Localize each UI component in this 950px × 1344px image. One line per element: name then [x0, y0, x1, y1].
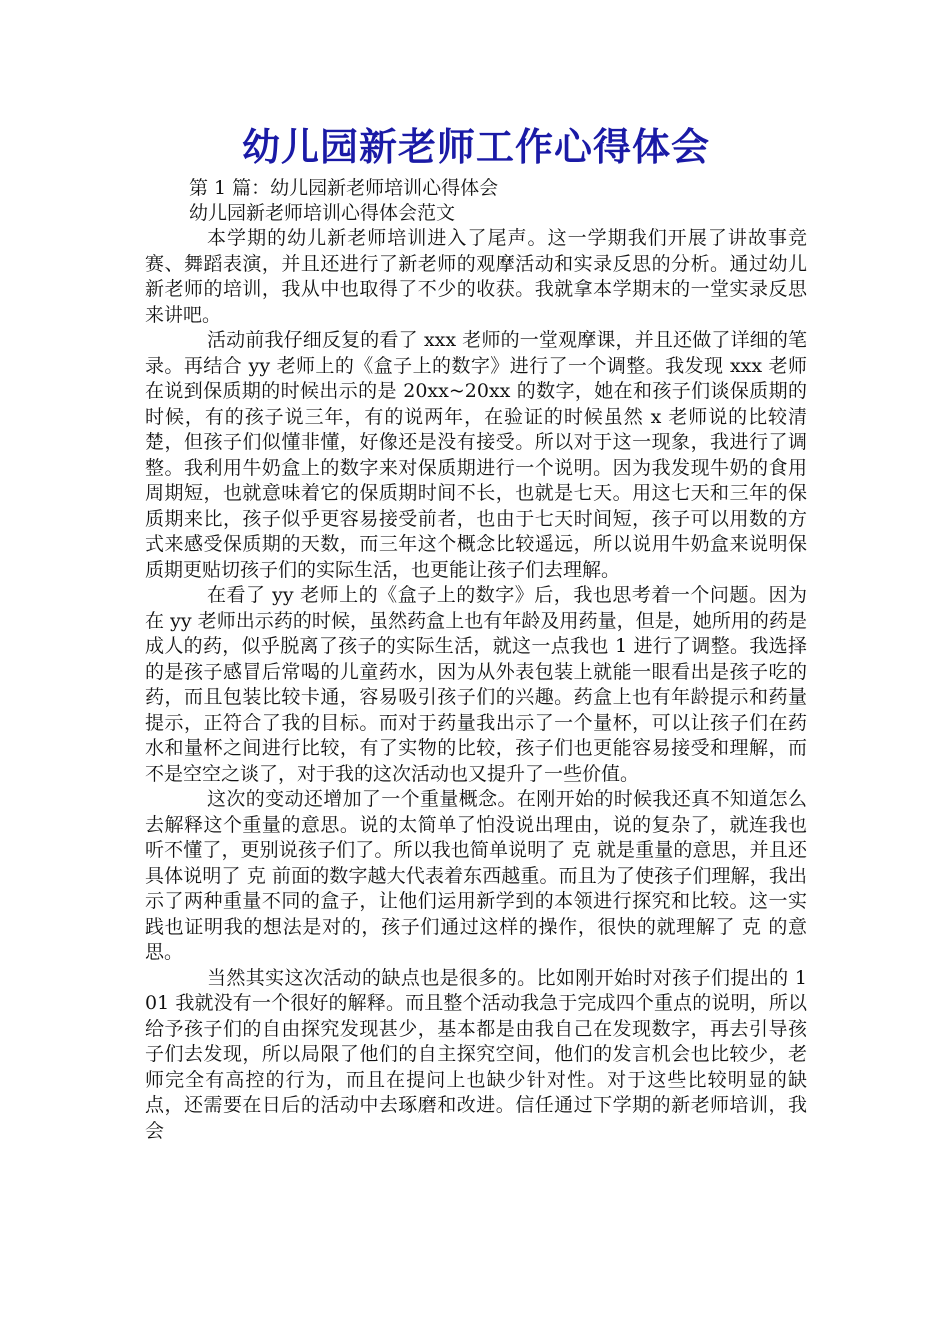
subheading-chapter: 第 1 篇：幼儿园新老师培训心得体会 — [189, 177, 499, 199]
document-title: 幼儿园新老师工作心得体会 — [241, 125, 710, 169]
paragraph: 活动前我仔细反复的看了 xxx 老师的一堂观摩课，并且还做了详细的笔录。再结合 yy 老师上的《盒子上的数字》进行了一个调整。我发现 xxx 老师在说到保质期的时候出示的是 20xx~20xx 的数字，她在和孩子们谈保质期的时候，有的孩子说三年，有的说两年，在验证的时候虽然 x 老师说的比较清楚，但孩子们似懂非懂，好像还是没有接受。所以对于这一现象，我进行了调整。我利用牛奶盒上的数字来对保质期进行一个说明。因为我发现牛奶的食用周期短，也就意味着它的保质期时间不长，也就是七天。用这七天和三年的保质期来比，孩子似乎更容易接受前者，也由于七天时间短，孩子可以用数的方式来感受保质期的天数，而三年这个概念比较遥远，所以说用牛奶盒来说明保质期更贴切孩子们的实际生活，也更能让孩子们去理解。 — [145, 329, 807, 581]
paragraph: 在看了 yy 老师上的《盒子上的数字》后，我也思考着一个问题。因为在 yy 老师出示药的时候，虽然药盒上也有年龄及用药量，但是，她所用的药是成人的药，似乎脱离了孩子的实际生活，就这一点我也 1 进行了调整。我选择的是孩子感冒后常喝的儿童药水，因为从外表包装上就能一眼看出是孩子吃的药，而且包装比较卡通，容易吸引孩子们的兴趣。药盒上也有年龄提示和药量提示，正符合了我的目标。而对于药量我出示了一个量杯，可以让孩子们在药水和量杯之间进行比较，有了实物的比较，孩子们也更能容易接受和理解，而不是空空之谈了，对于我的这次活动也又提升了一些价值。 — [145, 584, 807, 785]
paragraph: 本学期的幼儿新老师培训进入了尾声。这一学期我们开展了讲故事竞赛、舞蹈表演，并且还进行了新老师的观摩活动和实录反思的分析。通过幼儿新老师的培训，我从中也取得了不少的收获。我就拿本学期末的一堂实录反思来讲吧。 — [145, 227, 807, 326]
paragraph: 这次的变动还增加了一个重量概念。在刚开始的时候我还真不知道怎么去解释这个重量的意思。说的太简单了怕没说出理由，说的复杂了，就连我也听不懂了，更别说孩子们了。所以我也简单说明了 克 就是重量的意思，并且还具体说明了 克 前面的数字越大代表着东西越重。而且为了使孩子们理解，我出示了两种重量不同的盒子，让他们运用新学到的本领进行探究和比较。这一实践也证明我的想法是对的，孩子们通过这样的操作，很快的就理解了 克 的意思。 — [145, 788, 807, 963]
document-page — [145, 118, 807, 1144]
paragraph: 当然其实这次活动的缺点也是很多的。比如刚开始时对孩子们提出的 101 我就没有一个很好的解释。而且整个活动我急于完成四个重点的说明，所以给予孩子们的自由探究发现甚少，基本都是由我自己在发现数字，再去引导孩子们去发现，所以局限了他们的自主探究空间，他们的发言机会也比较少，老师完全有高控的行为，而且在提问上也缺少针对性。对于这些比较明显的缺点，还需要在日后的活动中去琢磨和改进。信任通过下学期的新老师培训，我会 — [145, 966, 807, 1142]
subheading-sample: 幼儿园新老师培训心得体会范文 — [189, 202, 456, 224]
